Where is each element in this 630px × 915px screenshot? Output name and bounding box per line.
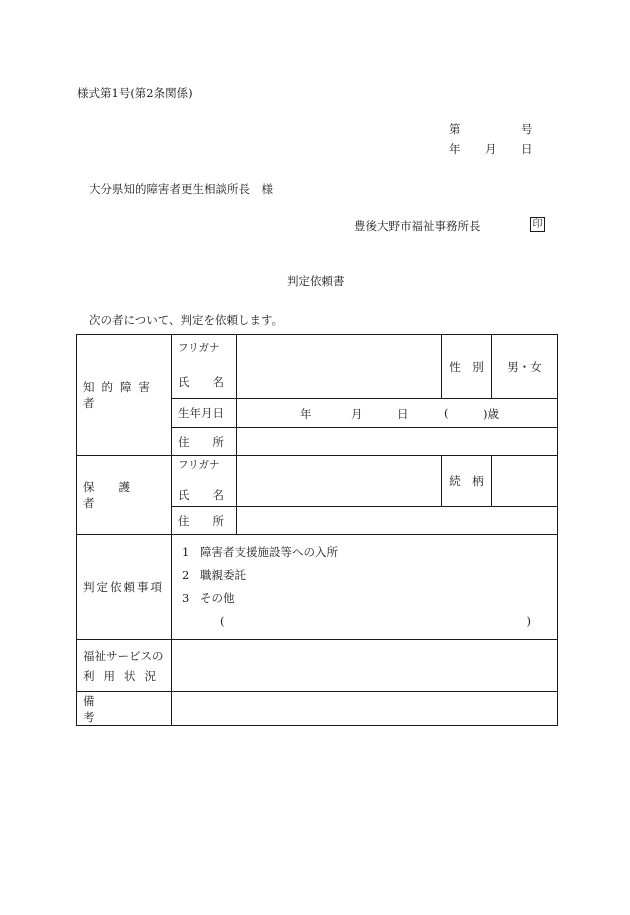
sex-label: 性 別 — [449, 359, 484, 374]
person-address-label-cell — [172, 428, 237, 456]
welfare-label-line2: 利用状況 — [83, 668, 165, 683]
request-item[interactable]: 1 障害者支援施設等への入所 — [182, 545, 338, 559]
guardian-furigana-label: フリガナ — [178, 459, 220, 471]
dob-label-cell — [172, 399, 237, 428]
seal-mark: 印 — [530, 217, 545, 232]
dob-day: 日 — [397, 406, 409, 421]
person-address-label: 住 所 — [178, 434, 224, 449]
request-label-cell — [77, 535, 172, 640]
guardian-address-label: 住 所 — [178, 513, 224, 528]
sex-label-cell — [442, 335, 492, 399]
request-item[interactable]: 3 その他 — [182, 591, 235, 605]
remarks-label: 備考 — [83, 693, 149, 724]
form-number: 様式第1号(第2条関係) — [77, 86, 193, 100]
remarks-row — [77, 692, 558, 726]
request-items-row — [77, 535, 558, 640]
guardian-label: 保護者 — [83, 480, 154, 510]
guardian-label-cell — [77, 456, 172, 535]
document-title: 判定依頼書 — [287, 274, 345, 288]
other-close-paren: ) — [526, 614, 531, 628]
guardian-name-label: 氏 名 — [178, 488, 224, 502]
remarks-field[interactable] — [172, 692, 558, 726]
person-label: 知的障害者 — [83, 380, 157, 410]
welfare-label-line1: 福祉サービスの — [83, 648, 164, 663]
guardian-name-label-cell — [172, 456, 237, 507]
welfare-field[interactable] — [172, 640, 558, 692]
person-furigana-label: フリガナ — [178, 342, 220, 354]
relation-label: 続 柄 — [449, 474, 484, 488]
request-form-table — [76, 334, 558, 726]
relation-field[interactable] — [492, 456, 558, 507]
addressee: 大分県知的障害者更生相談所長 様 — [89, 182, 273, 196]
other-open-paren: ( — [220, 614, 225, 628]
person-name-field[interactable] — [237, 335, 442, 399]
sex-field[interactable] — [492, 335, 558, 399]
guardian-address-label-cell — [172, 507, 237, 535]
age-close: )歳 — [483, 406, 499, 421]
person-name-label: 氏 名 — [178, 375, 224, 389]
relation-label-cell — [442, 456, 492, 507]
dob-month: 月 — [351, 406, 363, 421]
remarks-label-cell — [77, 692, 172, 726]
dob-label: 生年月日 — [178, 406, 224, 420]
welfare-row — [77, 640, 558, 692]
dob-field[interactable] — [237, 399, 558, 428]
request-item[interactable]: 2 職親委託 — [182, 568, 246, 582]
guardian-address-field[interactable] — [237, 507, 558, 535]
dob-year: 年 — [300, 406, 312, 421]
request-items-cell — [172, 535, 558, 640]
welfare-label-cell — [77, 640, 172, 692]
document-number-prefix: 第 — [449, 122, 461, 136]
guardian-name-row — [77, 456, 558, 507]
request-label: 判定依頼事項 — [83, 580, 164, 594]
document-number-suffix: 号 — [521, 122, 533, 136]
sender: 豊後大野市福祉事務所長 — [354, 219, 481, 233]
sex-value: 男・女 — [507, 359, 542, 374]
intro-text: 次の者について、判定を依頼します。 — [89, 313, 284, 327]
date-year: 年 — [449, 142, 461, 156]
other-detail-field[interactable] — [182, 610, 557, 633]
date-month: 月 — [485, 142, 497, 156]
person-label-cell — [77, 335, 172, 456]
person-name-label-cell — [172, 335, 237, 399]
guardian-name-field[interactable] — [237, 456, 442, 507]
person-name-row — [77, 335, 558, 399]
age-open-paren: ( — [444, 405, 449, 420]
date-day: 日 — [521, 142, 533, 156]
person-address-field[interactable] — [237, 428, 558, 456]
